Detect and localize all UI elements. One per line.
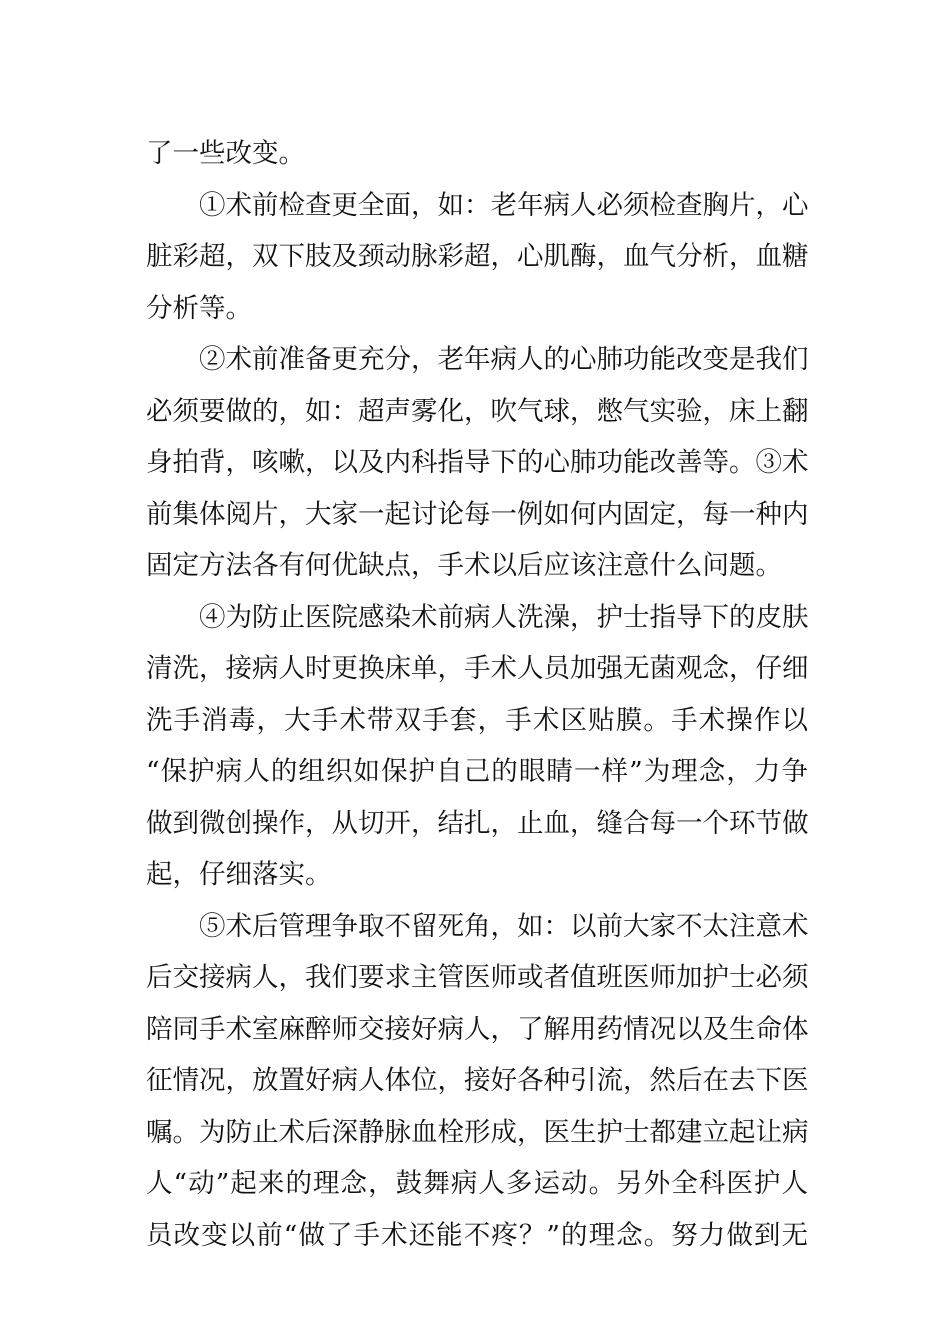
text-line: 了一些改变。 xyxy=(146,138,305,169)
text-line: 身拍背，咳嗽，以及内科指导下的心肺功能改善等。③术 xyxy=(146,447,809,478)
body-text xyxy=(146,128,808,1261)
text-line: 后交接病人，我们要求主管医师或者值班医师加护士必须 xyxy=(146,962,809,993)
text-line: ⑤术后管理争取不留死角，如：以前大家不太注意术 xyxy=(146,910,809,942)
text-line: 员改变以前“做了手术还能不疼？”的理念。努力做到无 xyxy=(146,1219,808,1251)
text-line: 脏彩超，双下肢及颈动脉彩超，心肌酶，血气分析，血糖 xyxy=(146,241,809,272)
text-line: 陪同手术室麻醉师交接好病人，了解用药情况以及生命体 xyxy=(146,1013,809,1045)
text-line: 人“动”起来的理念，鼓舞病人多运动。另外全科医护人 xyxy=(146,1168,808,1199)
text-line: 固定方法各有何优缺点，手术以后应该注意什么问题。 xyxy=(146,550,782,581)
text-line: 洗手消毒，大手术带双手套，手术区贴膜。手术操作以 xyxy=(146,704,808,736)
text-line: 嘱。为防止术后深静脉血栓形成，医生护士都建立起让病 xyxy=(146,1116,809,1148)
text-line: 征情况，放置好病人体位，接好各种引流，然后在去下医 xyxy=(146,1065,809,1096)
text-line: 必须要做的，如：超声雾化，吹气球，憋气实验，床上翻 xyxy=(146,395,809,427)
text-line: 做到微创操作，从切开，结扎，止血，缝合每一个环节做 xyxy=(146,807,809,839)
text-line: ④为防止医院感染术前病人洗澡，护士指导下的皮肤 xyxy=(146,601,809,633)
text-line: ②术前准备更充分，老年病人的心肺功能改变是我们 xyxy=(146,344,809,375)
text-line: 前集体阅片，大家一起讨论每一例如何内固定，每一种内 xyxy=(146,498,809,530)
text-line: “保护病人的组织如保护自己的眼睛一样”为理念，力争 xyxy=(146,756,808,787)
text-line: 清洗，接病人时更换床单，手术人员加强无菌观念，仔细 xyxy=(146,653,809,684)
text-line: 起，仔细落实。 xyxy=(146,859,332,890)
text-line: ①术前检查更全面，如：老年病人必须检查胸片，心 xyxy=(146,189,809,221)
text-line: 分析等。 xyxy=(146,292,252,324)
